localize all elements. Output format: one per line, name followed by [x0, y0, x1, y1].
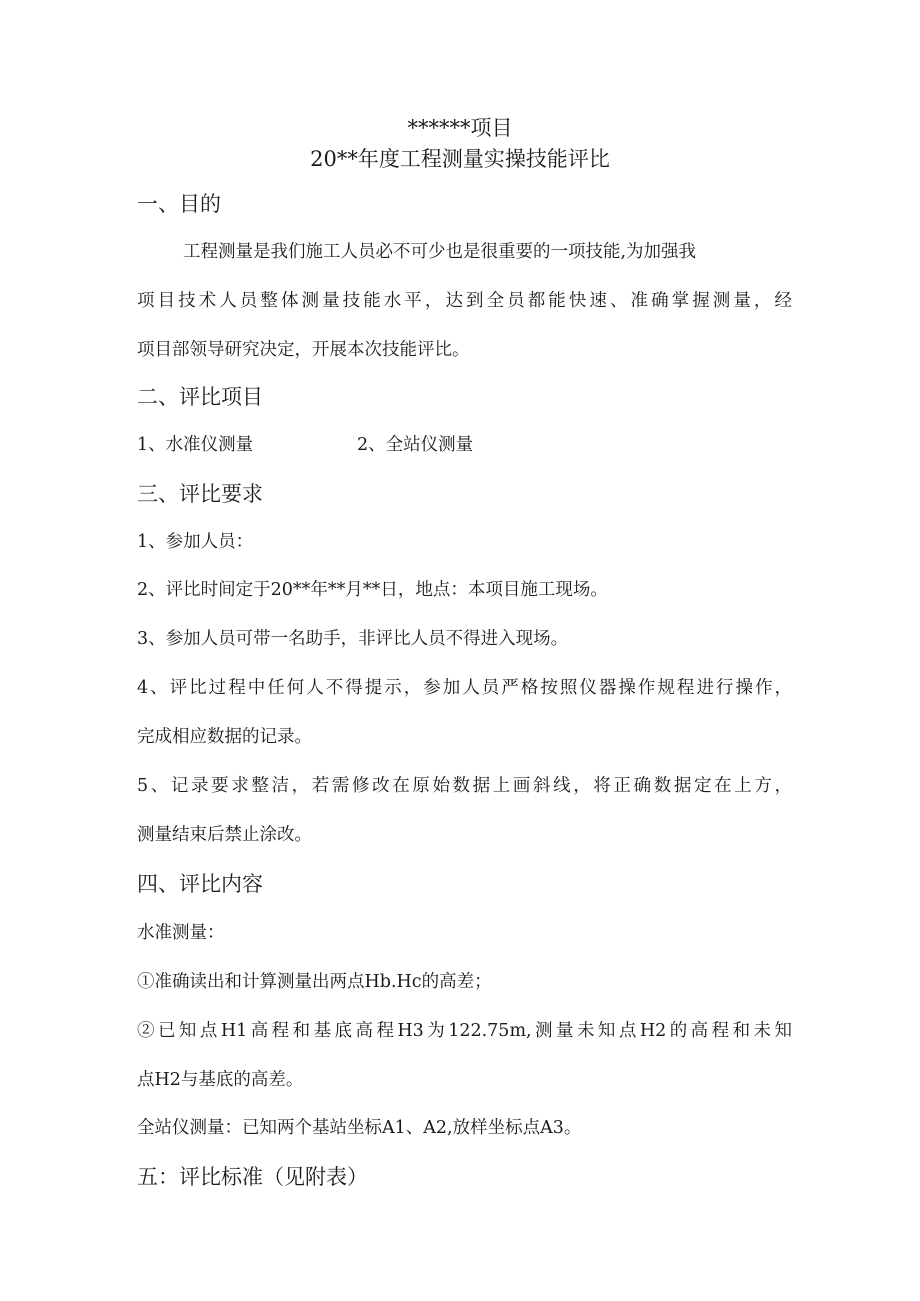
content-item: ②已知点H1高程和基底高程H3为122.75m,测量未知点H2的高程和未知	[137, 1021, 792, 1041]
purpose-paragraph-line: 项目技术人员整体测量技能水平，达到全员都能快速、准确掌握测量，经	[137, 291, 792, 311]
content-item-continued: 点H2与基底的高差。	[137, 1070, 304, 1090]
competition-item: 1、水准仪测量	[137, 435, 254, 455]
section-heading-requirements: 三、评比要求	[137, 482, 263, 506]
section-heading-purpose: 一、目的	[137, 192, 221, 216]
section-heading-content: 四、评比内容	[137, 872, 263, 896]
requirement-item: 5、记录要求整洁，若需修改在原始数据上画斜线，将正确数据定在上方，	[137, 776, 792, 796]
requirement-item-continued: 完成相应数据的记录。	[137, 727, 312, 747]
requirement-item: 3、参加人员可带一名助手，非评比人员不得进入现场。	[137, 629, 569, 649]
competition-item: 2、全站仪测量	[357, 435, 474, 455]
document-title-event: 20**年度工程测量实操技能评比	[310, 147, 610, 171]
section-heading-items: 二、评比项目	[137, 385, 263, 409]
content-label-level: 水准测量：	[137, 923, 225, 943]
requirement-item: 1、参加人员：	[137, 532, 254, 552]
requirement-item-continued: 测量结束后禁止涂改。	[137, 825, 312, 845]
requirement-item: 2、评比时间定于20**年**月**日，地点：本项目施工现场。	[137, 580, 608, 600]
purpose-paragraph-line: 项目部领导研究决定，开展本次技能评比。	[137, 340, 470, 360]
document-title-project: ******项目	[407, 116, 513, 140]
section-heading-criteria: 五：评比标准（见附表）	[137, 1165, 368, 1189]
content-item: ①准确读出和计算测量出两点Hb.Hc的高差；	[137, 972, 492, 992]
purpose-paragraph-line: 工程测量是我们施工人员必不可少也是很重要的一项技能,为加强我	[183, 242, 697, 262]
content-item-total-station: 全站仪测量：已知两个基站坐标A1、A2,放样坐标点A3。	[137, 1118, 582, 1138]
requirement-item: 4、评比过程中任何人不得提示，参加人员严格按照仪器操作规程进行操作，	[137, 678, 792, 698]
